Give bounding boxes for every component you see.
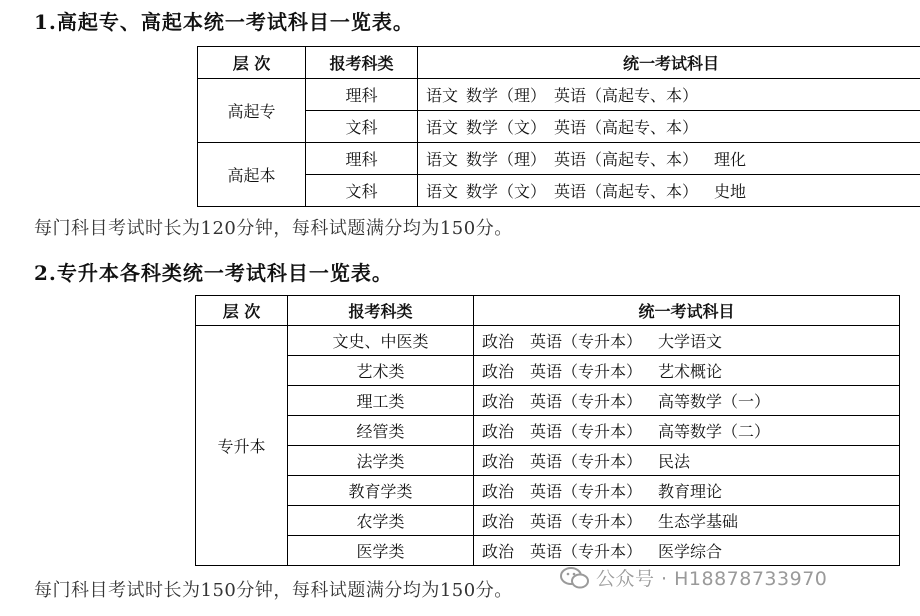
subject: 政治 bbox=[482, 482, 515, 501]
table-row bbox=[196, 386, 900, 416]
level-cell: 高起专 bbox=[198, 79, 306, 143]
subject: 政治 bbox=[482, 422, 515, 441]
subject: 数学（文） bbox=[466, 118, 547, 137]
subject: 英语（高起专、本） bbox=[554, 150, 699, 169]
category-cell: 法学类 bbox=[288, 446, 474, 476]
category-cell: 医学类 bbox=[288, 536, 474, 566]
header-level: 层 次 bbox=[198, 47, 306, 79]
category-cell: 艺术类 bbox=[288, 356, 474, 386]
header-subjects: 统一考试科目 bbox=[418, 47, 920, 79]
subject: 民法 bbox=[658, 452, 691, 471]
subject: 英语（高起专、本） bbox=[554, 118, 699, 137]
subject: 数学（文） bbox=[466, 182, 547, 201]
subject: 政治 bbox=[482, 512, 515, 531]
table-row bbox=[196, 446, 900, 476]
table-row bbox=[196, 536, 900, 566]
zhuanshengben-subjects-table bbox=[195, 295, 900, 566]
table-header-row bbox=[198, 47, 920, 79]
header-category: 报考科类 bbox=[306, 47, 418, 79]
subject: 英语（专升本） bbox=[530, 542, 643, 561]
category-cell: 经管类 bbox=[288, 416, 474, 446]
category-cell: 理科 bbox=[306, 143, 418, 175]
table-row bbox=[196, 416, 900, 446]
section2-title: 2.专升本各科类统一考试科目一览表。 bbox=[34, 261, 393, 285]
subjects-cell bbox=[474, 536, 900, 566]
watermark-text: 公众号 · H18878733970 bbox=[596, 568, 828, 590]
subject: 数学（理） bbox=[466, 86, 547, 105]
subject: 大学语文 bbox=[658, 332, 723, 351]
section2-note: 每门科目考试时长为150分钟，每科试题满分均为150分。 bbox=[34, 580, 513, 601]
section1-title: 1.高起专、高起本统一考试科目一览表。 bbox=[34, 10, 414, 34]
subject: 语文 bbox=[426, 86, 459, 105]
table-row bbox=[196, 476, 900, 506]
level-cell: 高起本 bbox=[198, 143, 306, 207]
subjects-cell bbox=[474, 506, 900, 536]
table-row bbox=[198, 175, 920, 207]
subject: 语文 bbox=[426, 118, 459, 137]
table-header-row bbox=[196, 296, 900, 326]
subjects-cell bbox=[418, 143, 920, 175]
subjects-cell bbox=[474, 356, 900, 386]
subject: 英语（高起专、本） bbox=[554, 182, 699, 201]
table-row bbox=[198, 79, 920, 111]
subjects-cell bbox=[418, 79, 920, 111]
subject: 英语（专升本） bbox=[530, 512, 643, 531]
gaokao-subjects-table bbox=[197, 46, 920, 207]
subject: 艺术概论 bbox=[658, 362, 723, 381]
section1-note: 每门科目考试时长为120分钟，每科试题满分均为150分。 bbox=[34, 218, 513, 239]
subject: 政治 bbox=[482, 392, 515, 411]
subject: 英语（专升本） bbox=[530, 482, 643, 501]
subject: 英语（专升本） bbox=[530, 392, 643, 411]
subject: 政治 bbox=[482, 332, 515, 351]
subject: 理化 bbox=[714, 150, 747, 169]
category-cell: 理工类 bbox=[288, 386, 474, 416]
subjects-cell bbox=[474, 326, 900, 356]
subjects-cell bbox=[474, 386, 900, 416]
subject: 教育理论 bbox=[658, 482, 723, 501]
subject: 英语（专升本） bbox=[530, 332, 643, 351]
table-row bbox=[198, 111, 920, 143]
subject: 英语（高起专、本） bbox=[554, 86, 699, 105]
subject: 政治 bbox=[482, 362, 515, 381]
subject: 医学综合 bbox=[658, 542, 723, 561]
category-cell: 农学类 bbox=[288, 506, 474, 536]
subject: 英语（专升本） bbox=[530, 422, 643, 441]
header-category: 报考科类 bbox=[288, 296, 474, 326]
category-cell: 教育学类 bbox=[288, 476, 474, 506]
subjects-cell bbox=[418, 175, 920, 207]
subject: 语文 bbox=[426, 150, 459, 169]
subject: 高等数学（一） bbox=[658, 392, 771, 411]
subject: 语文 bbox=[426, 182, 459, 201]
table-row bbox=[196, 326, 900, 356]
subject: 英语（专升本） bbox=[530, 452, 643, 471]
wechat-icon bbox=[560, 566, 590, 590]
subject: 数学（理） bbox=[466, 150, 547, 169]
subject: 政治 bbox=[482, 542, 515, 561]
subjects-cell bbox=[418, 111, 920, 143]
header-level: 层 次 bbox=[196, 296, 288, 326]
table-row bbox=[198, 143, 920, 175]
subjects-cell bbox=[474, 476, 900, 506]
header-subjects: 统一考试科目 bbox=[474, 296, 900, 326]
subject: 生态学基础 bbox=[658, 512, 739, 531]
level-cell: 专升本 bbox=[196, 326, 288, 566]
subject: 政治 bbox=[482, 452, 515, 471]
subjects-cell bbox=[474, 416, 900, 446]
category-cell: 文史、中医类 bbox=[288, 326, 474, 356]
table-row bbox=[196, 356, 900, 386]
subject: 英语（专升本） bbox=[530, 362, 643, 381]
category-cell: 文科 bbox=[306, 111, 418, 143]
category-cell: 理科 bbox=[306, 79, 418, 111]
subjects-cell bbox=[474, 446, 900, 476]
category-cell: 文科 bbox=[306, 175, 418, 207]
table-row bbox=[196, 506, 900, 536]
subject: 史地 bbox=[714, 182, 747, 201]
watermark bbox=[560, 564, 827, 591]
subject: 高等数学（二） bbox=[658, 422, 771, 441]
